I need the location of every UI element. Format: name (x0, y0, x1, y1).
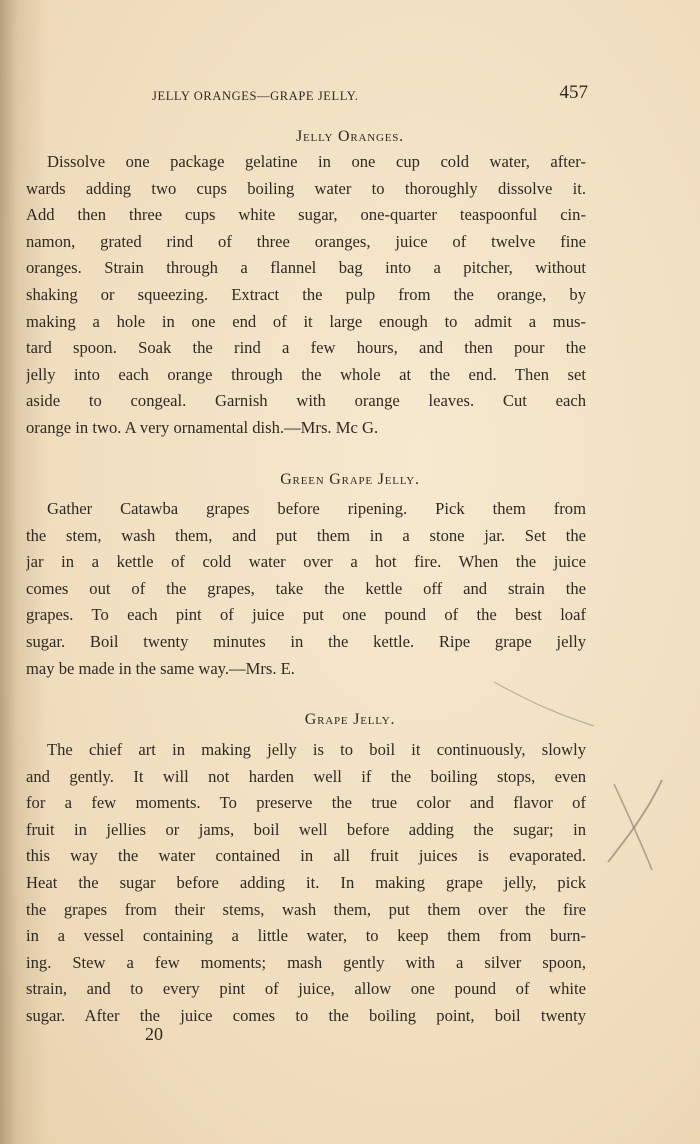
signature-mark: 20 (145, 1024, 163, 1044)
text-line: aside to congeal. Garnish with orange leaves. Cut each (26, 391, 586, 411)
text-line: ing. Stew a few moments; mash gently with a silver spoon, (26, 952, 586, 972)
section-title-grape-jelly: Grape Jelly. (304, 711, 396, 728)
text-line: for a few moments. To preserve the true color and flavor of (26, 793, 586, 813)
text-line: Add then three cups white sugar, one-quarter teaspoonful cin- (26, 205, 586, 225)
running-head: JELLY ORANGES—GRAPE JELLY. (152, 89, 359, 103)
text-line: namon, grated rind of three oranges, juice of twelve fine (26, 231, 586, 251)
section-title-jelly-oranges: Jelly Oranges. (296, 128, 404, 145)
text-line: strain, and to every pint of juice, allow one pound of white (26, 979, 586, 999)
text-line: The chief art in making jelly is to boil it continuously, slowly (47, 740, 586, 759)
text-line: in a vessel containing a little water, to keep them from burn- (26, 926, 586, 946)
text-line: making a hole in one end of it large enough to admit a mus- (26, 311, 586, 331)
text-line: comes out of the grapes, take the kettle off and strain the (26, 578, 586, 598)
text-line: orange in two. A very ornamental dish.—Mrs. Mc G. (26, 417, 379, 437)
recipe-jelly-oranges (26, 149, 586, 442)
text-line: shaking or squeezing. Extract the pulp from the orange, by (26, 284, 586, 304)
text-line: may be made in the same way.—Mrs. E. (26, 658, 295, 678)
page-header (152, 84, 588, 108)
text-line: jar in a kettle of cold water over a hot fire. When the juice (26, 552, 586, 572)
recipe-grape-jelly (26, 737, 586, 1030)
section-title-green-grape-jelly: Green Grape Jelly. (280, 471, 420, 488)
text-line: and gently. It will not harden well if the boiling stops, even (26, 766, 586, 786)
text-line: oranges. Strain through a flannel bag into a pitcher, without (26, 258, 586, 278)
text-line: sugar. After the juice comes to the boiling point, boil twenty (26, 1005, 586, 1025)
text-line: the stem, wash them, and put them in a stone jar. Set the (26, 525, 586, 545)
text-line: Dissolve one package gelatine in one cup cold water, after- (47, 152, 586, 171)
text-line: Heat the sugar before adding it. In making grape jelly, pick (26, 872, 586, 892)
text-line: jelly into each orange through the whole at the end. Then set (26, 364, 586, 384)
text-line: Gather Catawba grapes before ripening. Pick them from (47, 499, 586, 518)
text-line: wards adding two cups boiling water to thoroughly dissolve it. (26, 178, 586, 198)
pencil-x-mark (600, 770, 670, 880)
text-line: the grapes from their stems, wash them, put them over the fire (26, 899, 586, 919)
recipe-green-grape-jelly (26, 496, 586, 682)
text-line: sugar. Boil twenty minutes in the kettle. Ripe grape jelly (26, 631, 586, 651)
text-line: grapes. To each pint of juice put one pound of the best loaf (26, 605, 586, 625)
pencil-stroke-mark (490, 676, 600, 736)
text-line: this way the water contained in all fruit juices is evaporated. (26, 846, 586, 866)
text-line: fruit in jellies or jams, boil well before adding the sugar; in (26, 819, 586, 839)
text-line: tard spoon. Soak the rind a few hours, and then pour the (26, 338, 586, 358)
page-number: 457 (559, 82, 588, 103)
